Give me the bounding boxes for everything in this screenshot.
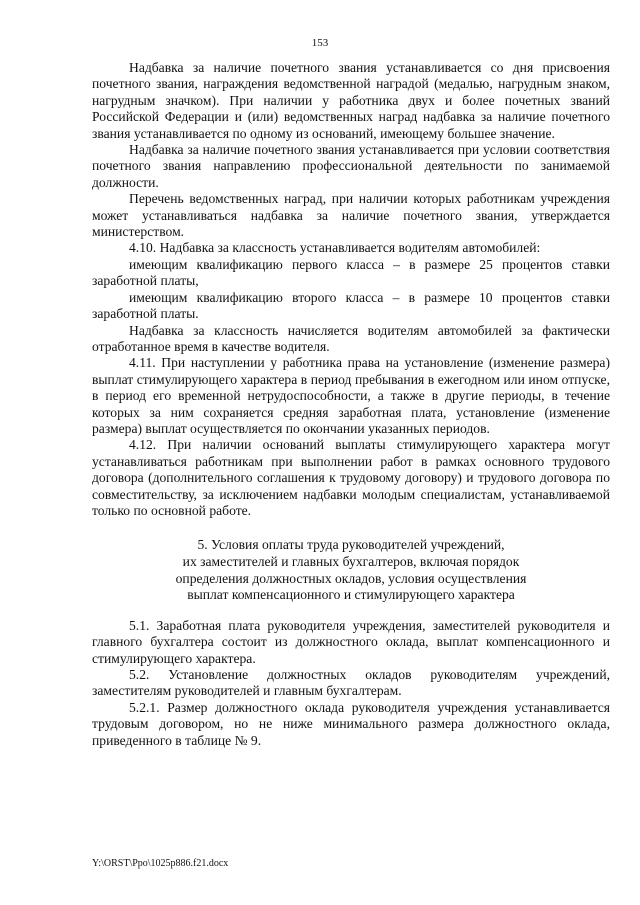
footer-file-path: Y:\ORST\Ppo\1025p886.f21.docx — [92, 858, 229, 869]
section-heading-line: выплат компенсационного и стимулирующего характера — [187, 587, 515, 603]
paragraph: Надбавка за классность начисляется водителям автомобилей за фактически отработанное время в качестве водителя. — [92, 322, 610, 354]
document-body — [92, 60, 610, 749]
section-heading-line: 5. Условия оплаты труда руководителей учреждений, — [197, 537, 505, 553]
paragraph: имеющим квалификацию первого класса – в размере 25 процентов ставки заработной платы, — [92, 256, 610, 289]
page-number: 153 — [311, 37, 329, 49]
paragraph: 4.12. При наличии оснований выплаты стимулирующего характера могут устанавливаться работникам при выполнении работ в рамках основного трудового договора (дополнительного соглашения к трудовому договору) и трудового договора по совместительству, за исключением надбавки молодым специалистам, устанавливаемой только по основной работе. — [92, 437, 610, 518]
paragraph: имеющим квалификацию второго класса – в размере 10 процентов ставки заработной платы. — [92, 289, 610, 322]
section-heading-line: определения должностных окладов, условия осуществления — [175, 570, 527, 586]
paragraph: 5.2.1. Размер должностного оклада руководителя учреждения устанавливается трудовым договором, но не ниже минимального размера должностного оклада, приведенного в таблице № 9. — [92, 699, 610, 748]
paragraph: 5.2. Установление должностных окладов руководителям учреждений, заместителям руководителей и главным бухгалтерам. — [92, 666, 610, 699]
paragraph: Перечень ведомственных наград, при наличии которых работникам учреждения может устанавливаться надбавка за наличие почетного звания, утверждается министерством. — [92, 191, 610, 240]
paragraph: 4.10. Надбавка за классность устанавливается водителям автомобилей: — [129, 240, 541, 256]
paragraph: Надбавка за наличие почетного звания устанавливается со дня присвоения почетного звания, награждения ведомственной наградой (медалью, нагрудным знаком, нагрудным значком). При наличии у работника двух и более почетных званий Российской Федерации и (или) ведомственных наград надбавка за наличие почетного звания устанавливается по одному из оснований, имеющему большее значение. — [92, 60, 610, 141]
paragraph: Надбавка за наличие почетного звания устанавливается при условии соответствия почетного звания направлению профессиональной деятельности по занимаемой должности. — [92, 142, 610, 190]
section-heading — [92, 537, 610, 603]
paragraph: 4.11. При наступлении у работника права на установление (изменение размера) выплат стимулирующего характера в период пребывания в ежегодном или ином отпуске, в период его временной нетрудоспособности, а также в другие периоды, в течение которых за ним сохраняется средняя заработная плата, установление (изменение размера) выплат осуществляется по окончании указанных периодов. — [92, 355, 610, 436]
paragraph: 5.1. Заработная плата руководителя учреждения, заместителей руководителя и главного бухгалтера состоит из должностного оклада, выплат компенсационного и стимулирующего характера. — [92, 617, 610, 666]
section-heading-line: их заместителей и главных бухгалтеров, включая порядок — [182, 553, 520, 569]
